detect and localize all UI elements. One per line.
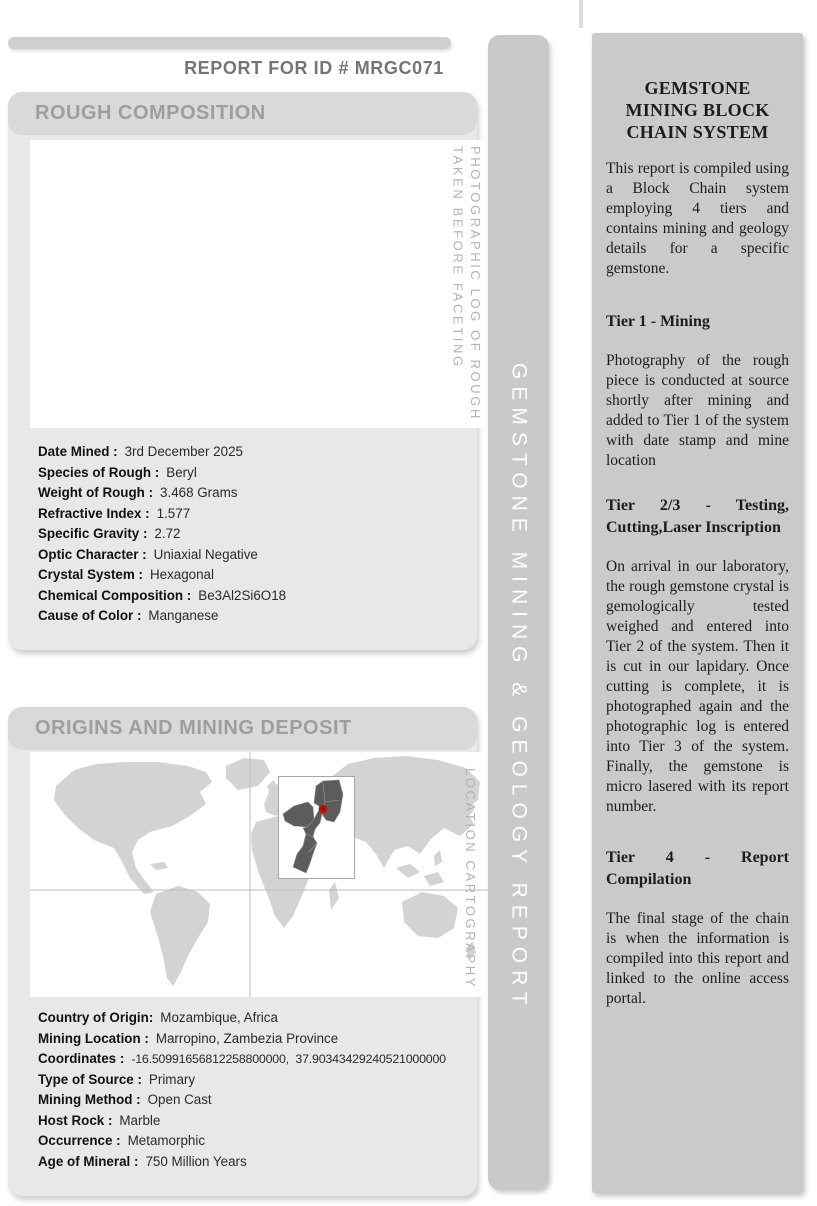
field-row [38,1029,446,1050]
field-label: Coordinates : [38,1051,125,1066]
field-value: Marropino, Zambezia Province [155,1030,339,1046]
page-top-divider [579,0,583,28]
blockchain-info-sidebar [592,33,803,1193]
field-row [38,545,286,566]
origins-header [8,707,477,750]
field-value: 1.577 [156,505,191,521]
field-label: Weight of Rough : [38,485,154,500]
sidebar-heading-tier-2-3: Tier 2/3 - Testing, Cutting,Laser Inscription [606,497,789,536]
sidebar-body-tier-2-3: On arrival in our laboratory, the rough gemstone crystal is gemologically tested weighed and entered into Tier 2 of the system. Then it is cut in our lapidary. Once cutting is complete, it is photographed again and the photographic log is entered into Tier 3 of the system. Finally, the gemstone is micro lasered with its report number. [606,558,789,815]
field-value: Metamorphic [127,1133,206,1148]
field-label: Host Rock : [38,1112,113,1128]
rough-composition-fields [38,442,286,627]
field-value: Manganese [148,608,219,623]
page-title: REPORT FOR ID # MRGC071 [184,58,444,78]
photo-caption-line-2: TAKEN BEFORE FACETING [450,146,466,369]
map-box [30,752,488,997]
map-caption [463,768,478,990]
continent-greenland [226,758,270,790]
rough-composition-title: ROUGH COMPOSITION [35,102,266,124]
field-value: Beryl [166,464,197,480]
origins-fields [38,1008,446,1172]
field-row [38,606,286,627]
field-row [38,483,286,504]
origins-title: ORIGINS AND MINING DEPOSIT [35,717,352,739]
islands-caribbean [150,862,168,870]
report-side-banner [488,35,549,1190]
field-row [38,1131,446,1152]
field-row [38,586,286,607]
sidebar-title-line-2: MINING BLOCK [625,100,770,120]
field-row [38,1111,446,1132]
field-row [38,524,286,545]
field-label: Mining Location : [38,1030,149,1046]
sidebar-heading-tier-1: Tier 1 - Mining [606,313,710,330]
continent-north-america [54,762,212,894]
world-map [30,752,488,997]
rough-composition-panel [8,92,483,650]
photo-caption [449,146,484,424]
origins-panel [8,707,477,1196]
field-value: Uniaxial Negative [153,546,258,562]
island-madagascar [329,882,339,910]
field-value: 3rd December 2025 [124,444,243,459]
island-philippines [434,850,442,866]
continent-south-america [150,886,210,986]
rough-composition-header [8,92,477,135]
field-label: Specific Gravity : [38,526,148,541]
banner-title: GEMSTONE MINING & GEOLOGY REPORT [507,363,531,1012]
field-row [38,1070,446,1091]
field-row [38,463,286,484]
field-label: Type of Source : [38,1071,142,1087]
field-value: Primary [148,1071,196,1087]
field-label: Country of Origin: [38,1010,154,1025]
header-bar [8,37,451,49]
field-row [38,1090,446,1111]
sidebar-title [606,77,789,143]
field-label: Refractive Index : [38,505,150,521]
field-label: Cause of Color : [38,608,142,623]
islands-indonesia [396,864,420,878]
field-label: Species of Rough : [38,464,160,480]
field-row [38,1152,446,1173]
field-value: Mozambique, Africa [160,1010,278,1025]
sidebar-title-line-3: CHAIN SYSTEM [626,122,769,142]
field-label: Mining Method : [38,1092,141,1107]
field-row [38,1008,446,1029]
continent-australia [402,892,458,938]
field-row [38,565,286,586]
sidebar-title-line-1: GEMSTONE [644,78,751,98]
sidebar-intro: This report is compiled using a Block Chain system employing 4 tiers and contains mining and geology details for a specific gemstone. [606,160,789,277]
field-row [38,1049,446,1070]
field-value: Hexagonal [149,567,214,582]
field-row [38,504,286,525]
sidebar-heading-tier-4: Tier 4 - Report Compilation [606,849,789,888]
field-label: Date Mined : [38,444,118,459]
field-label: Crystal System : [38,567,143,582]
field-value: -16.50991656812258800000, 37.90343429240521000000 [131,1052,446,1066]
field-value: 750 Million Years [145,1153,247,1169]
field-value: Open Cast [147,1092,212,1107]
field-value: Marble [119,1112,161,1128]
mine-location-marker-core [321,807,324,810]
islands-indonesia-east [424,872,444,886]
field-value: Be3Al2Si6O18 [198,587,287,603]
field-label: Age of Mineral : [38,1153,139,1169]
field-label: Occurrence : [38,1133,121,1148]
field-value: 3.468 Grams [160,485,238,500]
sidebar-body-tier-1: Photography of the rough piece is conducted at source shortly after mining and added to Tier 1 of the system with date stamp and mine location [606,352,789,469]
rough-photo-placeholder [30,140,488,428]
map-caption-text: LOCATION CARTOGRAPHY [463,768,478,990]
field-label: Optic Character : [38,546,147,562]
mozambique-inset-map [279,777,355,879]
photo-caption-line-1: PHOTOGRAPHIC LOG OF ROUGH [468,146,483,421]
field-label: Chemical Composition : [38,587,192,603]
field-row [38,442,286,463]
sidebar-body-tier-4: The final stage of the chain is when the information is compiled into this report and linked to the online access portal. [606,910,789,1007]
field-value: 2.72 [154,526,181,541]
